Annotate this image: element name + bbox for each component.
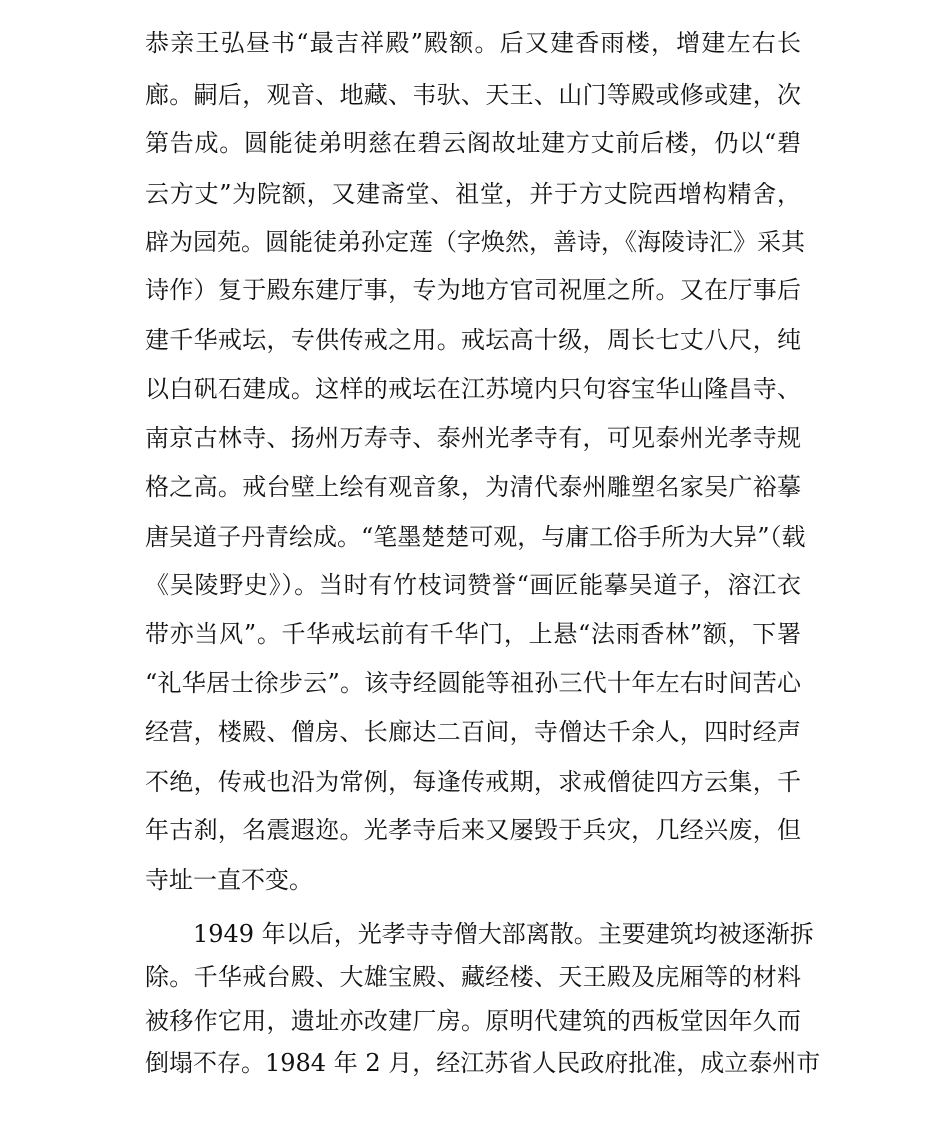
text-line: 除。千华戒台殿、大雄宝殿、藏经楼、天王殿及庑厢等的材料: [145, 963, 801, 991]
text-line: 寺址一直不变。: [145, 866, 313, 894]
text-line: 《吴陵野史》）。当时有竹枝词赞誉“画匠能摹吴道子，溶江衣: [145, 571, 801, 599]
text-line: 建千华戒坛，专供传戒之用。戒坛高十级，周长七丈八尺，纯: [145, 326, 801, 354]
text-line: 带亦当风”。千华戒坛前有千华门，上悬“法雨香林”额，下署: [145, 620, 801, 648]
text-line: 经营，楼殿、僧房、长廊达二百间，寺僧达千余人，四时经声: [145, 718, 801, 746]
text-line: 恭亲王弘昼书“最吉祥殿”殿额。后又建香雨楼，增建左右长: [145, 29, 801, 57]
text-line: 年古刹，名震遐迩。光孝寺后来又屡毁于兵灾，几经兴废，但: [145, 816, 801, 844]
text-line: 1949 年以后，光孝寺寺僧大部离散。主要建筑均被逐渐拆: [193, 920, 814, 948]
text-line: 格之高。戒台壁上绘有观音象，为清代泰州雕塑名家吴广裕摹: [145, 473, 801, 501]
text-line: 诗作）复于殿东建厅事，专为地方官司祝厘之所。又在厅事后: [145, 276, 801, 304]
text-line: 以白矾石建成。这样的戒坛在江苏境内只句容宝华山隆昌寺、: [145, 375, 801, 403]
text-line: 倒塌不存。1984 年 2 月，经江苏省人民政府批准，成立泰州市: [145, 1049, 821, 1077]
text-line: 唐吴道子丹青绘成。“笔墨楚楚可观，与庸工俗手所为大异”（载: [145, 523, 806, 551]
text-line: 南京古林寺、扬州万寿寺、泰州光孝寺有，可见泰州光孝寺规: [145, 424, 801, 452]
text-line: 廊。嗣后，观音、地藏、韦驮、天王、山门等殿或修或建，次: [145, 81, 801, 109]
text-line: 不绝，传戒也沿为常例，每逢传戒期，求戒僧徒四方云集，千: [145, 768, 801, 796]
text-line: 云方丈”为院额，又建斋堂、祖堂，并于方丈院西增构精舍，: [145, 180, 801, 208]
text-line: 第告成。圆能徒弟明慈在碧云阁故址建方丈前后楼，仍以“碧: [145, 129, 801, 157]
text-line: “礼华居士徐步云”。该寺经圆能等祖孙三代十年左右时间苦心: [145, 669, 801, 697]
text-line: 辟为园苑。圆能徒弟孙定莲（字焕然，善诗，《海陵诗汇》采其: [145, 228, 805, 256]
text-line: 被移作它用，遗址亦改建厂房。原明代建筑的西板堂因年久而: [145, 1007, 801, 1035]
